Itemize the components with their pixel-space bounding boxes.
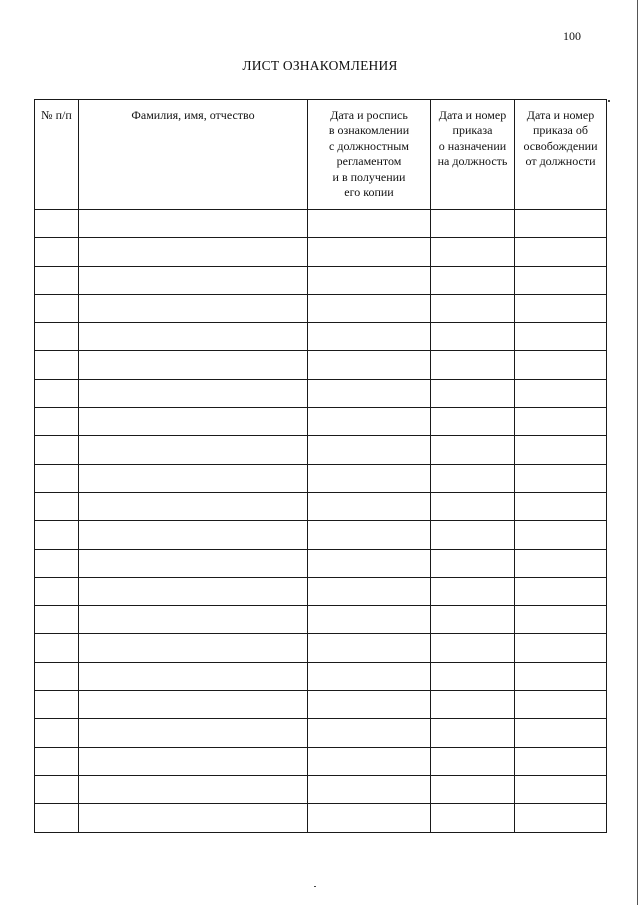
cell-number: [35, 747, 79, 775]
cell-appointment-order: [431, 408, 515, 436]
cell-number: [35, 266, 79, 294]
table-row: [35, 464, 607, 492]
cell-signature-date: [308, 521, 431, 549]
cell-signature-date: [308, 606, 431, 634]
acquaintance-table: [34, 99, 607, 833]
cell-signature-date: [308, 436, 431, 464]
cell-signature-date: [308, 351, 431, 379]
cell-release-order: [515, 747, 607, 775]
cell-signature-date: [308, 238, 431, 266]
cell-release-order: [515, 691, 607, 719]
header-number: № п/п: [35, 100, 79, 210]
cell-appointment-order: [431, 691, 515, 719]
table-row: [35, 606, 607, 634]
cell-full-name: [79, 351, 308, 379]
cell-release-order: [515, 719, 607, 747]
cell-full-name: [79, 436, 308, 464]
cell-release-order: [515, 351, 607, 379]
document-title: ЛИСТ ОЗНАКОМЛЕНИЯ: [242, 58, 398, 73]
table-row: [35, 266, 607, 294]
table-row: [35, 379, 607, 407]
cell-number: [35, 719, 79, 747]
cell-appointment-order: [431, 804, 515, 832]
cell-number: [35, 662, 79, 690]
table-row: [35, 351, 607, 379]
cell-signature-date: [308, 379, 431, 407]
cell-full-name: [79, 804, 308, 832]
scan-mark: [608, 100, 610, 102]
cell-number: [35, 294, 79, 322]
cell-appointment-order: [431, 323, 515, 351]
cell-release-order: [515, 323, 607, 351]
cell-signature-date: [308, 634, 431, 662]
cell-signature-date: [308, 719, 431, 747]
table-row: [35, 804, 607, 832]
cell-number: [35, 210, 79, 238]
cell-full-name: [79, 691, 308, 719]
cell-appointment-order: [431, 577, 515, 605]
cell-signature-date: [308, 492, 431, 520]
cell-full-name: [79, 492, 308, 520]
cell-signature-date: [308, 549, 431, 577]
cell-appointment-order: [431, 266, 515, 294]
cell-full-name: [79, 238, 308, 266]
cell-appointment-order: [431, 775, 515, 803]
table-row: [35, 549, 607, 577]
cell-appointment-order: [431, 436, 515, 464]
cell-full-name: [79, 549, 308, 577]
cell-signature-date: [308, 408, 431, 436]
cell-signature-date: [308, 775, 431, 803]
cell-number: [35, 549, 79, 577]
cell-full-name: [79, 210, 308, 238]
table-body: [35, 210, 607, 833]
cell-signature-date: [308, 210, 431, 238]
table-row: [35, 775, 607, 803]
header-full-name: Фамилия, имя, отчество: [79, 100, 308, 210]
cell-release-order: [515, 775, 607, 803]
cell-signature-date: [308, 323, 431, 351]
cell-full-name: [79, 323, 308, 351]
cell-full-name: [79, 634, 308, 662]
table-row: [35, 492, 607, 520]
cell-number: [35, 238, 79, 266]
table-row: [35, 210, 607, 238]
cell-release-order: [515, 379, 607, 407]
page-number: 100: [563, 29, 581, 43]
header-release-order: Дата и номер приказа об освобождении от должности: [515, 100, 607, 210]
cell-appointment-order: [431, 747, 515, 775]
cell-signature-date: [308, 747, 431, 775]
table-row: [35, 408, 607, 436]
cell-signature-date: [308, 294, 431, 322]
cell-full-name: [79, 775, 308, 803]
cell-release-order: [515, 521, 607, 549]
table-row: [35, 323, 607, 351]
cell-full-name: [79, 719, 308, 747]
cell-appointment-order: [431, 492, 515, 520]
header-signature-date: Дата и роспись в ознакомлении с должностным регламентом и в получении его копии: [308, 100, 431, 210]
cell-release-order: [515, 662, 607, 690]
cell-number: [35, 577, 79, 605]
cell-release-order: [515, 804, 607, 832]
table-row: [35, 521, 607, 549]
cell-number: [35, 521, 79, 549]
cell-release-order: [515, 577, 607, 605]
cell-full-name: [79, 577, 308, 605]
cell-appointment-order: [431, 464, 515, 492]
cell-full-name: [79, 379, 308, 407]
cell-full-name: [79, 747, 308, 775]
cell-full-name: [79, 464, 308, 492]
cell-appointment-order: [431, 351, 515, 379]
cell-release-order: [515, 294, 607, 322]
cell-release-order: [515, 266, 607, 294]
cell-release-order: [515, 238, 607, 266]
cell-appointment-order: [431, 210, 515, 238]
cell-number: [35, 323, 79, 351]
table-row: [35, 436, 607, 464]
cell-number: [35, 492, 79, 520]
scan-edge-line: [637, 0, 639, 905]
cell-appointment-order: [431, 719, 515, 747]
cell-number: [35, 804, 79, 832]
cell-full-name: [79, 266, 308, 294]
cell-full-name: [79, 606, 308, 634]
header-appointment-order: Дата и номер приказа о назначении на должность: [431, 100, 515, 210]
cell-signature-date: [308, 464, 431, 492]
table-row: [35, 294, 607, 322]
cell-signature-date: [308, 691, 431, 719]
cell-number: [35, 464, 79, 492]
cell-full-name: [79, 662, 308, 690]
cell-signature-date: [308, 804, 431, 832]
cell-appointment-order: [431, 294, 515, 322]
cell-signature-date: [308, 266, 431, 294]
table-row: [35, 238, 607, 266]
table-header-row: [35, 100, 607, 210]
cell-appointment-order: [431, 634, 515, 662]
cell-number: [35, 408, 79, 436]
cell-release-order: [515, 634, 607, 662]
table-row: [35, 662, 607, 690]
cell-number: [35, 634, 79, 662]
table-row: [35, 747, 607, 775]
cell-release-order: [515, 549, 607, 577]
cell-appointment-order: [431, 606, 515, 634]
table-row: [35, 691, 607, 719]
cell-appointment-order: [431, 238, 515, 266]
cell-release-order: [515, 464, 607, 492]
cell-full-name: [79, 408, 308, 436]
cell-release-order: [515, 210, 607, 238]
cell-full-name: [79, 294, 308, 322]
cell-number: [35, 379, 79, 407]
table-row: [35, 634, 607, 662]
cell-number: [35, 691, 79, 719]
cell-appointment-order: [431, 379, 515, 407]
cell-release-order: [515, 408, 607, 436]
cell-release-order: [515, 436, 607, 464]
cell-full-name: [79, 521, 308, 549]
cell-number: [35, 436, 79, 464]
cell-appointment-order: [431, 662, 515, 690]
cell-appointment-order: [431, 521, 515, 549]
cell-number: [35, 606, 79, 634]
cell-number: [35, 775, 79, 803]
cell-release-order: [515, 606, 607, 634]
cell-appointment-order: [431, 549, 515, 577]
cell-number: [35, 351, 79, 379]
table-row: [35, 577, 607, 605]
table-row: [35, 719, 607, 747]
cell-release-order: [515, 492, 607, 520]
scan-mark: [314, 886, 316, 887]
cell-signature-date: [308, 662, 431, 690]
cell-signature-date: [308, 577, 431, 605]
